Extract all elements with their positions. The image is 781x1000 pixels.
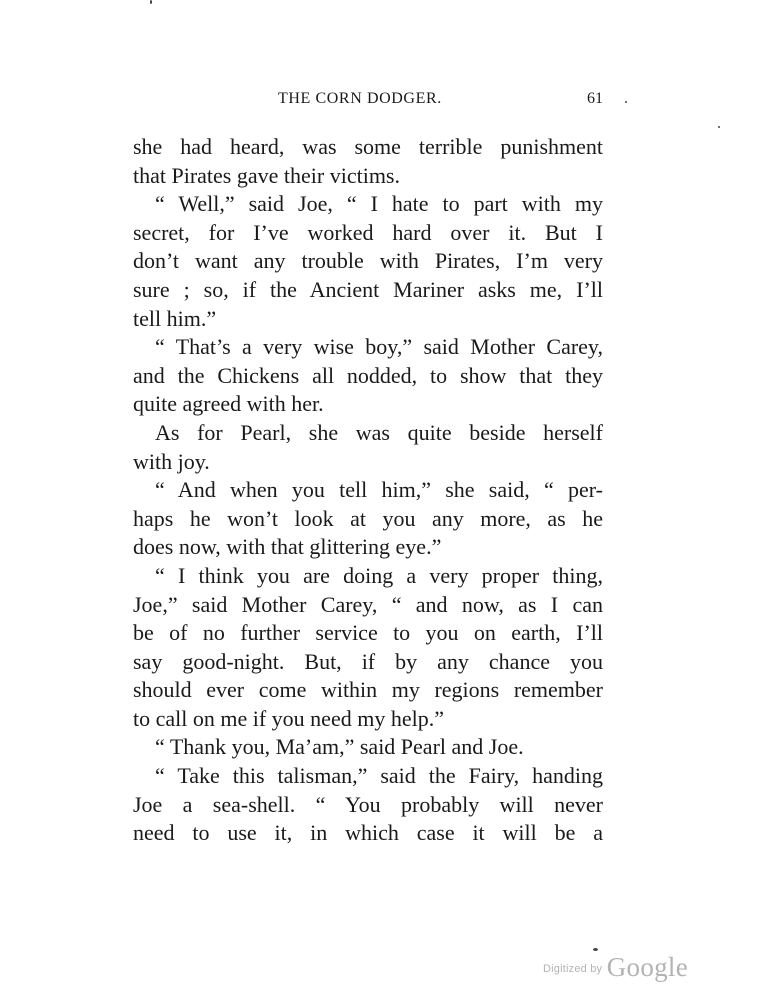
scan-speck [718, 126, 720, 128]
text-line: “ And when you tell him,” she said, “ per- [155, 477, 603, 503]
text-line: say good-night. But, if by any chance you [133, 648, 603, 674]
text-line: that Pirates gave their victims. [133, 162, 400, 188]
text-line: she had heard, was some terrible punishment [133, 134, 603, 159]
text-line: tell him.” [133, 305, 217, 331]
page-header [133, 90, 603, 114]
text-line: sure ; so, if the Ancient Mariner asks me, I’ll [133, 276, 603, 302]
text-line: “ Well,” said Joe, “ I hate to part with my [155, 191, 603, 217]
text-line: don’t want any trouble with Pirates, I’m very [133, 248, 603, 274]
digitized-watermark [543, 952, 688, 983]
scan-speck [593, 948, 598, 951]
text-line: “ Take this talisman,” said the Fairy, handing [155, 763, 603, 789]
text-line: need to use it, in which case it will be a [133, 820, 603, 846]
text-line: As for Pearl, she was quite beside herself [155, 419, 603, 445]
text-line: “ That’s a very wise boy,” said Mother Carey, [155, 334, 603, 360]
text-line: and the Chickens all nodded, to show that they [133, 362, 603, 388]
watermark-prefix: Digitized by [543, 963, 603, 975]
text-line: haps he won’t look at you any more, as he [133, 505, 603, 531]
text-line: should ever come within my regions remember [133, 677, 603, 703]
text-line: quite agreed with her. [133, 391, 324, 417]
google-logo: Google [606, 952, 689, 982]
text-line: Joe,” said Mother Carey, “ and now, as I can [133, 591, 603, 617]
scan-speck [150, 0, 152, 4]
text-line: with joy. [133, 448, 210, 474]
text-line: to call on me if you need my help.” [133, 705, 444, 731]
text-line: be of no further service to you on earth, I’ll [133, 620, 603, 646]
text-line: “ I think you are doing a very proper thing, [155, 562, 603, 588]
text-line: does now, with that glittering eye.” [133, 534, 442, 560]
text-line: “ Thank you, Ma’am,” said Pearl and Joe. [155, 734, 524, 760]
text-line: secret, for I’ve worked hard over it. But I [133, 219, 603, 245]
text-line: Joe a sea-shell. “ You probably will never [133, 791, 603, 817]
scan-speck [625, 101, 627, 103]
page-number: 61 [587, 90, 603, 107]
running-title: THE CORN DODGER. [278, 90, 442, 107]
body-text [133, 133, 603, 848]
